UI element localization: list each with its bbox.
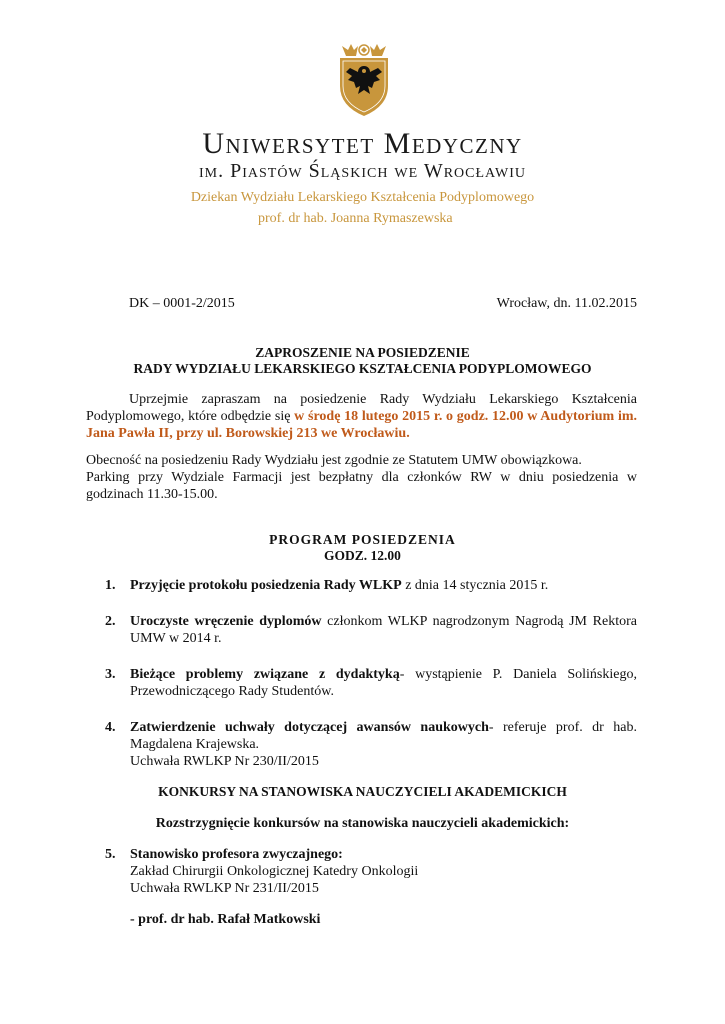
university-name: Uniwersytet Medyczny — [202, 127, 523, 160]
university-subtitle: im. Piastów Śląskich we Wrocławiu — [198, 160, 527, 182]
item-title: Uroczyste wręczenie dyplomów — [130, 614, 322, 629]
item-detail: z dnia 14 stycznia 2015 r. — [401, 578, 549, 593]
item-number: 3. — [105, 667, 116, 682]
competitions-title: KONKURSY NA STANOWISKA NAUCZYCIELI AKADEMICKICH — [158, 784, 567, 799]
program-title: PROGRAM POSIEDZENIA — [269, 532, 456, 547]
program-time: GODZ. 12.00 — [324, 548, 401, 563]
item-resolution: Uchwała RWLKP Nr 230/II/2015 — [130, 754, 319, 769]
item-detail: - wystąpienie P. Daniela Solińskiego, Przewodniczącego Rady Studentów. — [130, 667, 637, 699]
invitation-heading-line2: RADY WYDZIAŁU LEKARSKIEGO KSZTAŁCENIA PODYPLOMOWEGO — [133, 361, 592, 376]
document-date: Wrocław, dn. 11.02.2015 — [496, 296, 637, 311]
program-item — [86, 613, 637, 647]
competitions-subtitle: Rozstrzygnięcie konkursów na stanowiska nauczycieli akademickich: — [155, 816, 570, 831]
item-number: 4. — [105, 720, 116, 735]
document-reference: DK – 0001-2/2015 — [129, 296, 235, 311]
item-title: Bieżące problemy związane z dydaktyką — [130, 667, 400, 682]
item-detail: członkom WLKP nagrodzonym Nagrodą JM Rektora UMW w 2014 r. — [130, 614, 637, 646]
program-item — [86, 577, 637, 594]
item5-number: 5. — [105, 847, 116, 862]
item-number: 2. — [105, 614, 116, 629]
item5-person: - prof. dr hab. Rafał Matkowski — [130, 912, 321, 927]
parking-note: Parking przy Wydziale Farmacji jest bezpłatny dla członków RW w dniu posiedzenia w godzinach 11.30-15.00. — [86, 470, 637, 502]
attendance-note: Obecność na posiedzeniu Rady Wydziału jest zgodnie ze Statutem UMW obowiązkowa. — [86, 453, 582, 468]
item-detail: - referuje prof. dr hab. Magdalena Krajewska. — [130, 720, 637, 752]
invitation-body — [86, 391, 637, 442]
item-title: Zatwierdzenie uchwały dotyczącej awansów naukowych — [130, 720, 489, 735]
invitation-heading-line1: ZAPROSZENIE NA POSIEDZENIE — [255, 345, 470, 360]
item5-title: Stanowisko profesora zwyczajnego: — [130, 847, 343, 862]
item-title: Przyjęcie protokołu posiedzenia Rady WLKP — [130, 578, 402, 593]
program-list — [86, 577, 637, 789]
item5-department: Zakład Chirurgii Onkologicznej Katedry Onkologii — [130, 864, 419, 879]
invitation-highlight: w środę 18 lutego 2015 r. o godz. 12.00 w Audytorium im. Jana Pawła II, przy ul. Borowskiej 213 we Wrocławiu. — [86, 409, 637, 441]
invitation-body-text: Uprzejmie zapraszam na posiedzenie Rady Wydziału Lekarskiego Kształcenia Podyplomowego, które odbędzie się — [86, 392, 637, 424]
program-item — [86, 719, 637, 770]
eagle-crest-icon — [336, 42, 392, 118]
program-item — [86, 666, 637, 700]
item-number: 1. — [105, 578, 116, 593]
item5-resolution: Uchwała RWLKP Nr 231/II/2015 — [130, 881, 319, 896]
dean-name: prof. dr hab. Joanna Rymaszewska — [258, 211, 453, 226]
dean-title: Dziekan Wydziału Lekarskiego Kształcenia Podyplomowego — [190, 190, 535, 205]
